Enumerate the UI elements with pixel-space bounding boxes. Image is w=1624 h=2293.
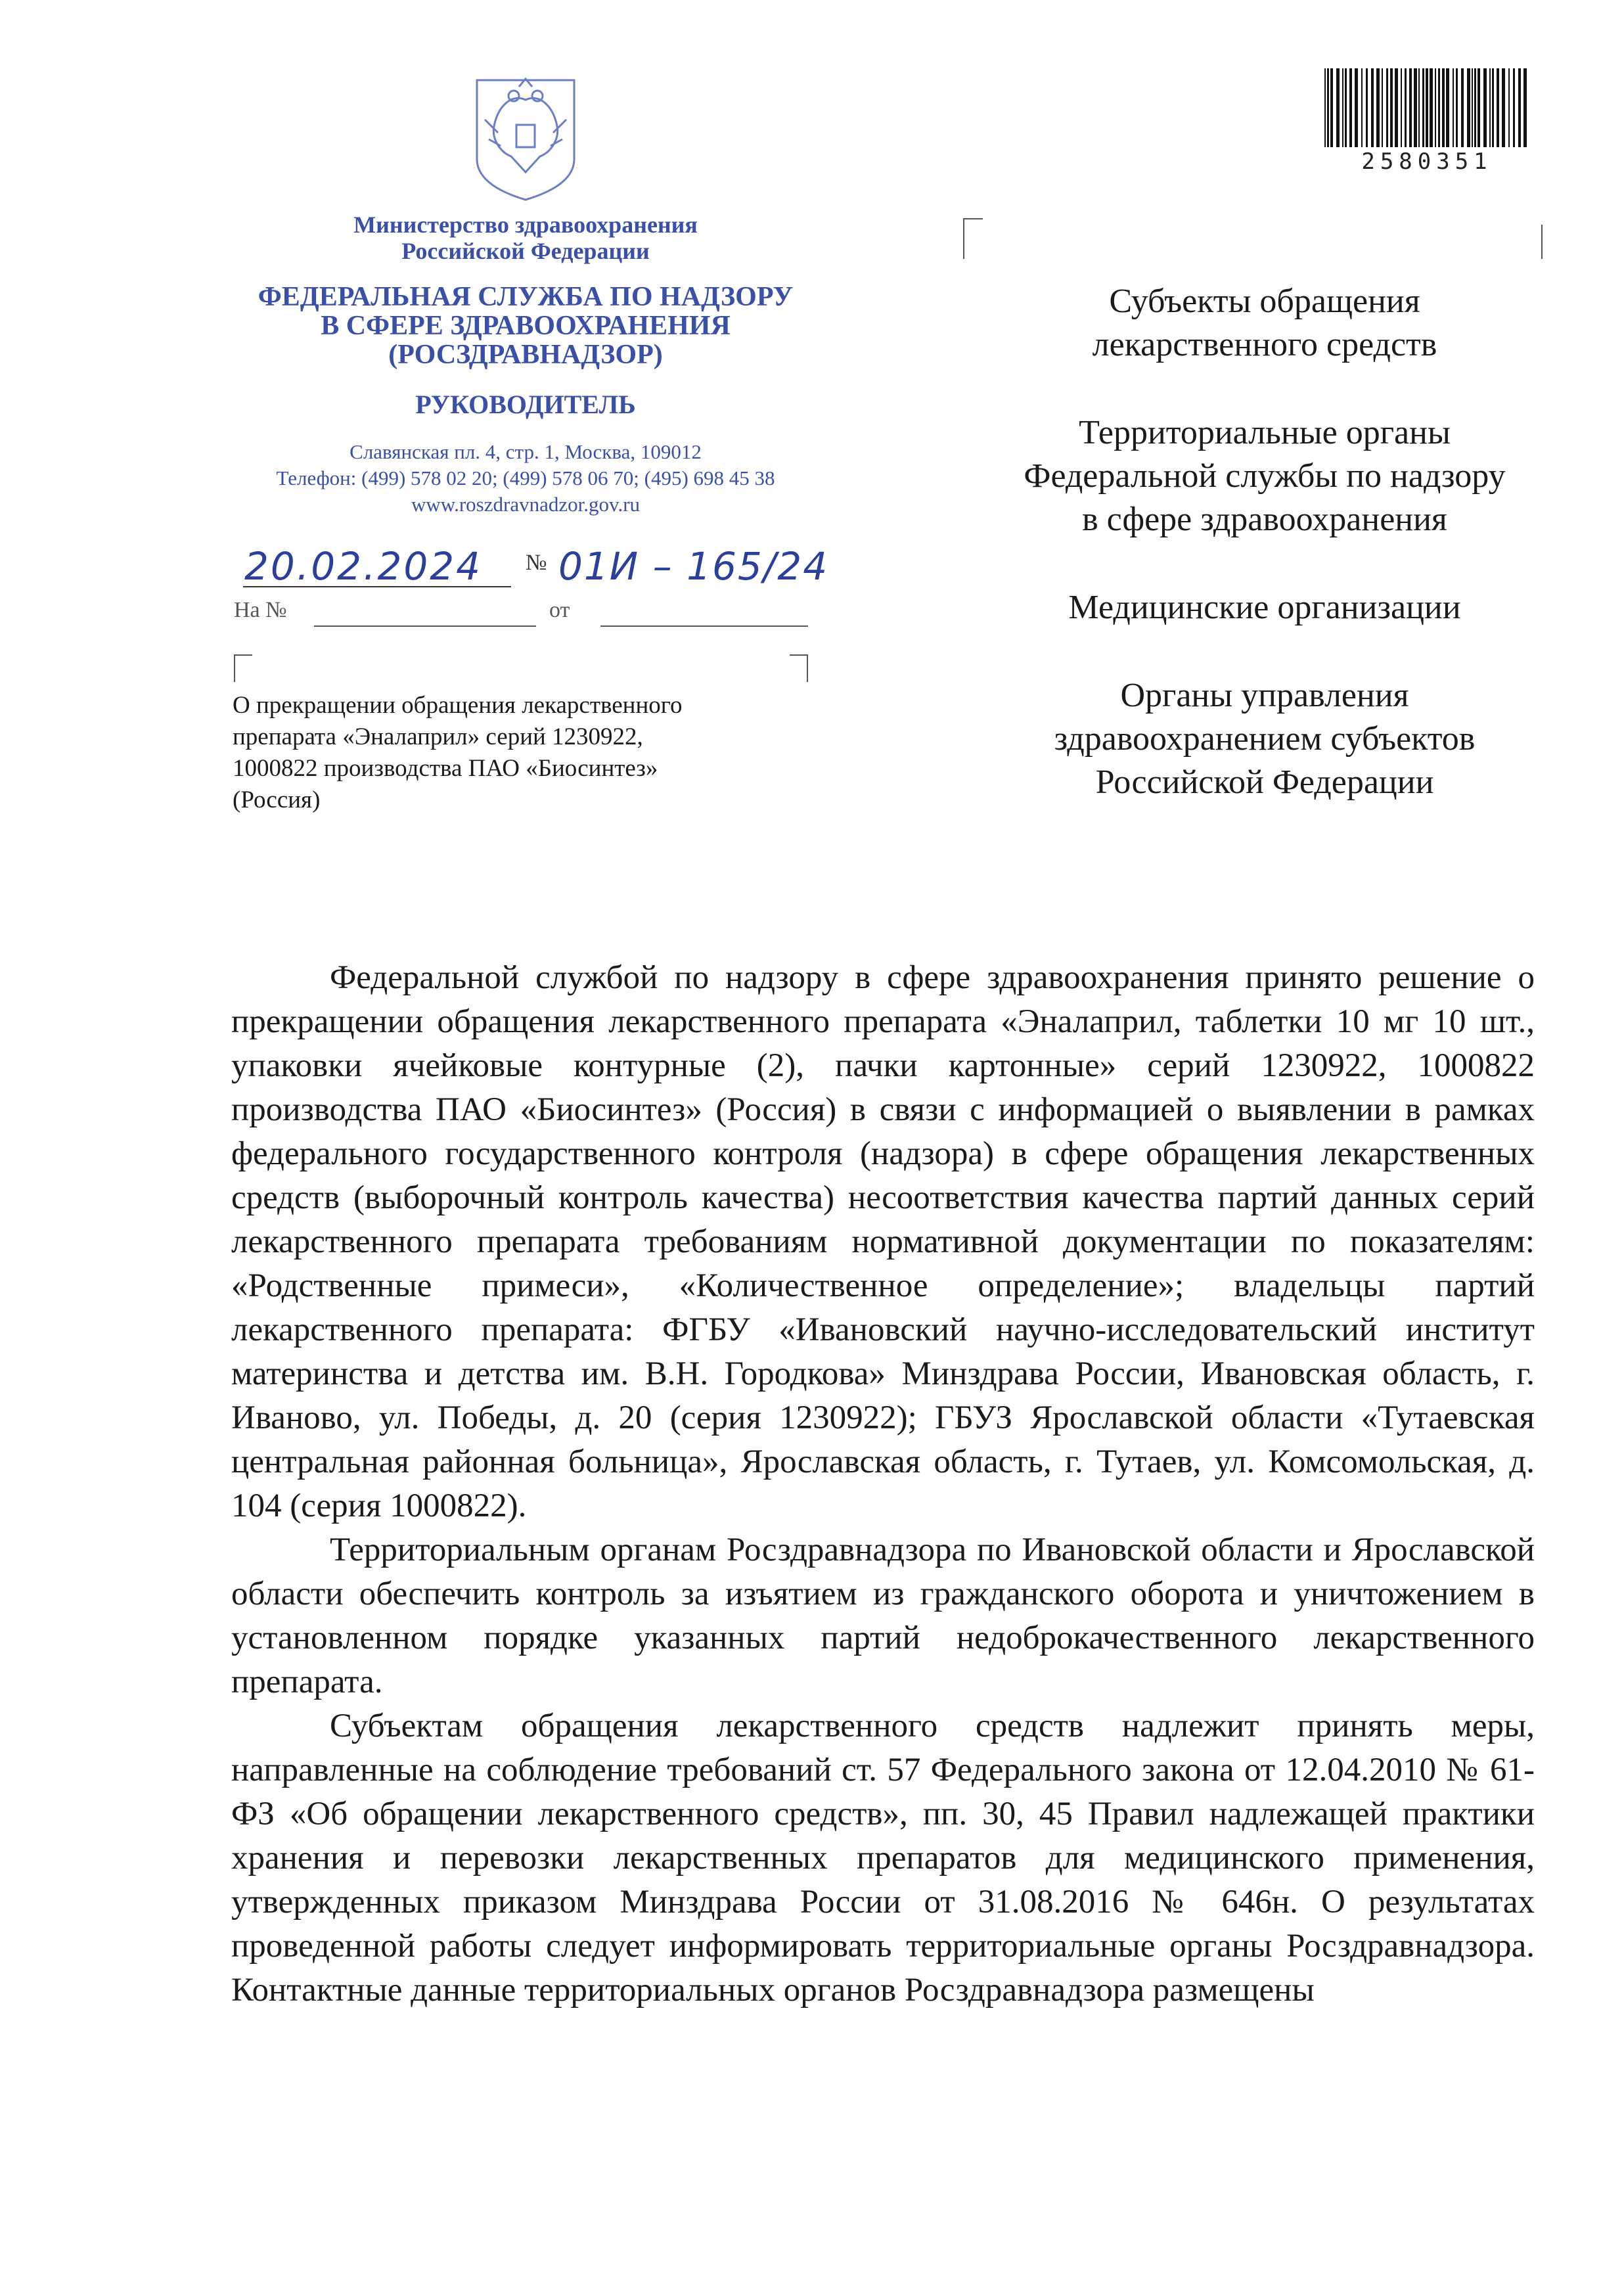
addressee-line: Органы управления — [1120, 677, 1409, 714]
barcode-bar — [1376, 68, 1380, 147]
barcode-bar — [1442, 68, 1445, 147]
service-name — [204, 283, 847, 369]
service-line-1: ФЕДЕРАЛЬНАЯ СЛУЖБА ПО НАДЗОРУ — [258, 282, 794, 312]
registration-underline — [243, 586, 511, 587]
barcode-bar — [1330, 68, 1333, 147]
head-title: РУКОВОДИТЕЛЬ — [415, 390, 636, 419]
russian-coat-of-arms-icon — [472, 74, 579, 202]
ministry-line-1: Министерство здравоохранения — [353, 212, 698, 238]
addressee-group-2 — [972, 411, 1557, 541]
addressee-line: Субъекты обращения — [1109, 283, 1420, 320]
barcode-bar — [1422, 68, 1424, 147]
body-paragraph-1: Федеральной службой по надзору в сфере здравоохранения принято решение о прекращении обращения лекарственного препарата «Эналаприл, таблетки 10 мг 10 шт., упаковки ячейковые контурные (2), пачки картонные» серий 1230922, 1000822 производства ПАО «Биосинтез» (Россия) в связи с информацией о выявлении в рамках федерального государственного контроля (надзора) в сфере обращения лекарственных средств (выборочный контроль качества) несоответствия качества партий данных серий лекарственного препарата требованиям нормативной документации по показателям: «Родственные примеси», «Количественное определение»; владельцы партий лекарственного препарата: ФГБУ «Ивановский научно-исследовательский институт материнства и детства им. В.Н. Городкова» Минздрава России, Ивановская область, г. Иваново, ул. Победы, д. 20 (серия 1230922); ГБУЗ Ярославской области «Тутаевская центральная районная больница», Ярославская область, г. Тутаев, ул. Комсомольская, д. 104 (серия 1000822). — [231, 959, 1535, 1524]
barcode-bar — [1426, 68, 1428, 147]
barcode-bar — [1492, 68, 1494, 147]
addressee-group-1 — [972, 280, 1557, 367]
website: www.roszdravnadzor.gov.ru — [411, 493, 641, 516]
letter-subject — [233, 690, 811, 816]
barcode-bar — [1361, 68, 1363, 147]
barcode-bar — [1414, 68, 1417, 147]
letter-body — [231, 956, 1535, 2012]
barcode-bar — [1502, 68, 1505, 147]
addressee-line: Территориальные органы — [1079, 414, 1451, 451]
barcode-bar — [1418, 68, 1420, 147]
phone: Телефон: (499) 578 02 20; (499) 578 06 70; (495) 698 45 38 — [276, 466, 775, 489]
registration-number: 01И – 165/24 — [558, 544, 829, 589]
reference-date-line — [600, 625, 808, 627]
barcode — [1322, 68, 1532, 147]
barcode-bar — [1483, 68, 1487, 147]
barcode-bar — [1382, 68, 1383, 147]
barcode-bar — [1386, 68, 1388, 147]
barcode-number: 2580351 — [1361, 148, 1493, 175]
subject-bracket-right — [790, 654, 808, 682]
addressee-block — [972, 280, 1557, 849]
number-sign: № — [526, 551, 547, 575]
ministry-name — [204, 212, 847, 264]
barcode-bar — [1390, 68, 1393, 147]
barcode-bar — [1461, 68, 1464, 147]
barcode-bar — [1456, 68, 1458, 147]
addressee-line: в сфере здравоохранения — [1082, 501, 1447, 538]
subject-line-2: препарата «Эналаприл» серий 1230922, — [233, 723, 643, 750]
barcode-bar — [1513, 68, 1515, 147]
addressee-bracket-right — [1541, 225, 1543, 259]
reference-number-line — [314, 625, 536, 627]
barcode-bar — [1395, 68, 1398, 147]
subject-bracket-left — [234, 654, 252, 682]
barcode-bar — [1342, 68, 1343, 147]
barcode-bar — [1345, 68, 1347, 147]
address: Славянская пл. 4, стр. 1, Москва, 109012 — [350, 440, 702, 463]
body-paragraph-2: Территориальным органам Росздравнадзора по Ивановской области и Ярославской области обеспечить контроль за изъятием из гражданского оборота и уничтожением в установленном порядке указанных партий недоброкачественного лекарственного препарата. — [231, 1532, 1535, 1700]
barcode-bar — [1472, 68, 1473, 147]
barcode-bar — [1401, 68, 1402, 147]
reference-from-label: от — [549, 598, 570, 622]
addressee-line: Медицинские организации — [1068, 589, 1461, 626]
subject-line-4: (Россия) — [233, 786, 321, 813]
addressee-line: лекарственного средств — [1092, 326, 1437, 363]
barcode-bar — [1467, 68, 1470, 147]
barcode-bar — [1489, 68, 1491, 147]
addressee-line: Федеральной службы по надзору — [1024, 457, 1506, 495]
reference-label: На № — [234, 598, 287, 622]
subject-line-1: О прекращении обращения лекарственного — [233, 692, 683, 719]
barcode-bar — [1518, 68, 1521, 147]
barcode-bar — [1438, 68, 1440, 147]
barcode-bar — [1405, 68, 1407, 147]
barcode-bar — [1453, 68, 1454, 147]
addressee-line: Российской Федерации — [1095, 763, 1434, 801]
addressee-line: здравоохранением субъектов — [1054, 720, 1476, 758]
barcode-bar — [1366, 68, 1368, 147]
registration-date: 20.02.2024 — [244, 544, 483, 589]
barcode-bar — [1327, 68, 1329, 147]
barcode-bar — [1474, 68, 1476, 147]
barcode-bar — [1497, 68, 1499, 147]
subject-line-3: 1000822 производства ПАО «Биосинтез» — [233, 755, 658, 782]
addressee-group-3 — [972, 586, 1557, 629]
barcode-bar — [1355, 68, 1358, 147]
ministry-line-2: Российской Федерации — [401, 238, 650, 264]
barcode-bar — [1430, 68, 1433, 147]
addressee-group-4 — [972, 674, 1557, 804]
body-paragraph-3: Субъектам обращения лекарственного средств надлежит принять меры, направленные на соблюдение требований ст. 57 Федерального закона от 12.04.2010 № 61-ФЗ «Об обращении лекарственного средств», пп. 30, 45 Правил надлежащей практики хранения и перевозки лекарственных препаратов для медицинского применения, утвержденных приказом Минздрава России от 31.08.2016 № 646н. О результатах проведенной работы следует информировать территориальные органы Росздравнадзора. Контактные данные территориальных органов Росздравнадзора размещены — [231, 1708, 1535, 2009]
barcode-bar — [1477, 68, 1480, 147]
barcode-bar — [1446, 68, 1449, 147]
barcode-bar — [1508, 68, 1510, 147]
barcode-bar — [1324, 68, 1326, 147]
barcode-bar — [1349, 68, 1352, 147]
barcode-bar — [1435, 68, 1436, 147]
contacts — [204, 439, 847, 518]
service-line-3: (РОСЗДРАВНАДЗОР) — [388, 340, 663, 370]
barcode-bar — [1336, 68, 1340, 147]
service-line-2: В СФЕРЕ ЗДРАВООХРАНЕНИЯ — [321, 311, 731, 341]
addressee-bracket-left — [963, 218, 983, 259]
barcode-bar — [1409, 68, 1412, 147]
barcode-bar — [1523, 68, 1527, 147]
barcode-bar — [1371, 68, 1374, 147]
